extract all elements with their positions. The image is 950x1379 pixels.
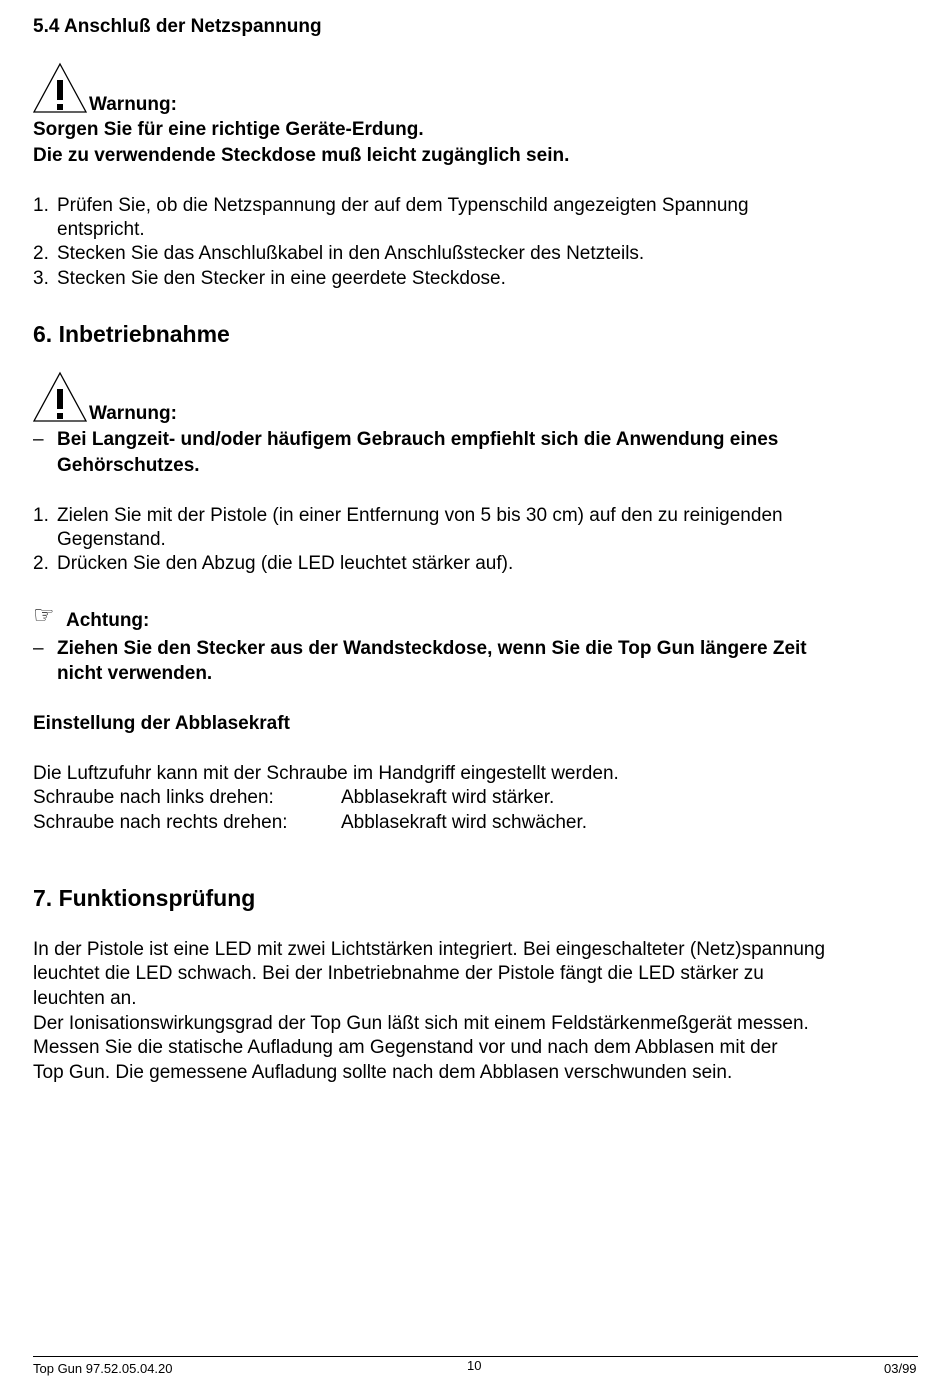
- paragraph-text: Die Luftzufuhr kann mit der Schraube im Handgriff eingestellt werden.: [33, 763, 619, 784]
- adjust-result: Abblasekraft wird stärker.: [341, 787, 555, 808]
- paragraph-line: Top Gun. Die gemessene Aufladung sollte nach dem Abblasen verschwunden sein.: [33, 1062, 733, 1083]
- paragraph-line: In der Pistole ist eine LED mit zwei Lichtstärken integriert. Bei eingeschalteter (Netz)spannung: [33, 939, 826, 960]
- warning-text: Gehörschutzes.: [57, 455, 200, 476]
- step-text: Stecken Sie das Anschlußkabel in den Anschlußstecker des Netzteils.: [57, 243, 645, 264]
- step-number: 3.: [33, 268, 49, 289]
- step-text: entspricht.: [57, 219, 145, 240]
- adjust-result: Abblasekraft wird schwächer.: [341, 812, 588, 833]
- caution-text: nicht verwenden.: [57, 663, 213, 684]
- step-number: 2.: [33, 243, 49, 264]
- step-text: Stecken Sie den Stecker in eine geerdete Steckdose.: [57, 268, 506, 289]
- step-number: 1.: [33, 505, 49, 526]
- step-text: Prüfen Sie, ob die Netzspannung der auf dem Typenschild angezeigten Spannung: [57, 195, 749, 216]
- section-heading-7: 7. Funktionsprüfung: [33, 885, 256, 911]
- warning-text: Sorgen Sie für eine richtige Geräte-Erdung.: [33, 119, 424, 140]
- adjust-action: Schraube nach links drehen:: [33, 787, 274, 808]
- caution-text: Ziehen Sie den Stecker aus der Wandsteckdose, wenn Sie die Top Gun längere Zeit: [57, 638, 807, 659]
- page-number: 10: [467, 1358, 482, 1373]
- paragraph-line: leuchten an.: [33, 988, 137, 1009]
- warning-triangle-icon: [32, 62, 88, 114]
- bullet-dash: –: [33, 429, 44, 450]
- footer-doc-id: Top Gun 97.52.05.04.20: [33, 1361, 173, 1376]
- pointing-hand-icon: ☞: [33, 601, 55, 629]
- step-text: Drücken Sie den Abzug (die LED leuchtet stärker auf).: [57, 553, 514, 574]
- warning-text: Bei Langzeit- und/oder häufigem Gebrauch empfiehlt sich die Anwendung eines: [57, 429, 779, 450]
- step-number: 1.: [33, 195, 49, 216]
- caution-label: Achtung:: [66, 610, 150, 631]
- step-text: Zielen Sie mit der Pistole (in einer Entfernung von 5 bis 30 cm) auf den zu reinigenden: [57, 505, 783, 526]
- warning-triangle-icon: [32, 371, 88, 423]
- step-text: Gegenstand.: [57, 529, 166, 550]
- footer-rule: [33, 1356, 918, 1357]
- step-number: 2.: [33, 553, 49, 574]
- paragraph-line: Der Ionisationswirkungsgrad der Top Gun läßt sich mit einem Feldstärkenmeßgerät messen.: [33, 1013, 809, 1034]
- footer-date: 03/99: [884, 1361, 917, 1376]
- paragraph-line: Messen Sie die statische Aufladung am Gegenstand vor und nach dem Abblasen mit der: [33, 1037, 778, 1058]
- paragraph-line: leuchtet die LED schwach. Bei der Inbetriebnahme der Pistole fängt die LED stärker zu: [33, 963, 764, 984]
- warning-text: Die zu verwendende Steckdose muß leicht zugänglich sein.: [33, 145, 570, 166]
- adjust-action: Schraube nach rechts drehen:: [33, 812, 288, 833]
- warning-label: Warnung:: [89, 403, 177, 424]
- warning-label: Warnung:: [89, 94, 177, 115]
- subheading: Einstellung der Abblasekraft: [33, 713, 290, 734]
- bullet-dash: –: [33, 638, 44, 659]
- section-heading-6: 6. Inbetriebnahme: [33, 321, 230, 347]
- section-heading-5-4: 5.4 Anschluß der Netzspannung: [33, 16, 322, 37]
